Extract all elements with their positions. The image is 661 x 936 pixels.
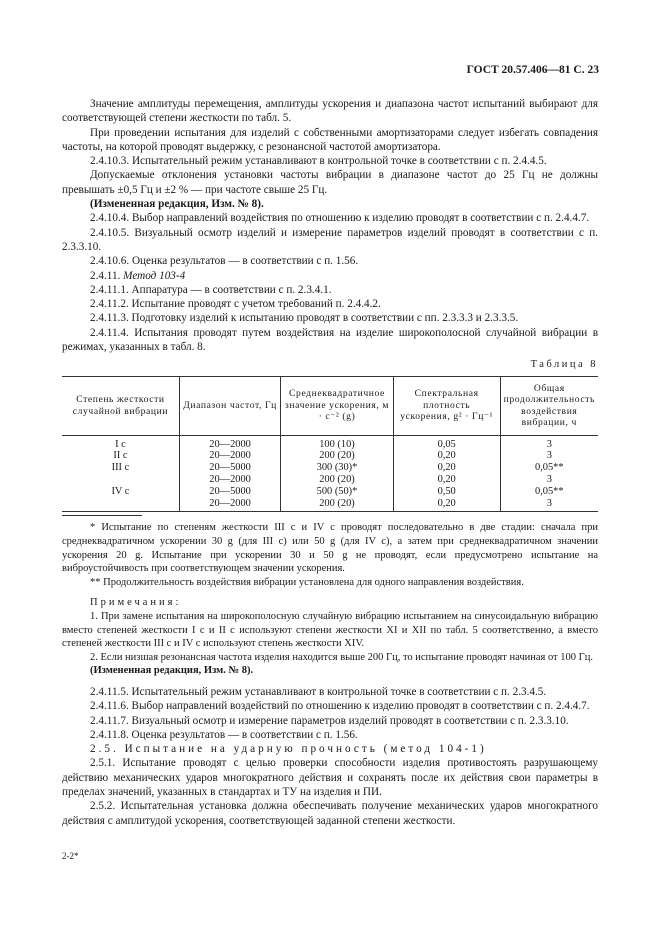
table-cell: 0,20 bbox=[393, 474, 500, 486]
paragraph: Допускаемые отклонения установки частоты вибрации в диапазоне частот до 25 Гц не должны превышать ±0,5 Гц и ±2 % — при частоте свыше 25 Гц. bbox=[62, 169, 598, 196]
paragraph: 2.4.10.3. Испытательный режим устанавливают в контрольной точке в соответствии с п. 2.4.4.5. bbox=[90, 155, 547, 168]
paragraph: 2.4.11.3. Подготовку изделий к испытанию проводят в соответствии с пп. 2.3.3.3 и 2.3.3.5. bbox=[90, 312, 519, 325]
table-cell: 20—2000 bbox=[179, 474, 280, 486]
table-header-cell: Среднеквадратичное значение ускорения, м · с⁻² (g) bbox=[281, 376, 393, 435]
table-cell: 500 (50)* bbox=[281, 486, 393, 498]
method-number: 2.4.11. bbox=[90, 269, 121, 282]
table-cell: I с bbox=[115, 438, 126, 450]
table-row bbox=[62, 486, 598, 498]
table-cell: 20—5000 bbox=[179, 486, 280, 498]
vibration-table bbox=[62, 376, 598, 513]
table-header-cell: Степень жесткости случайной вибрации bbox=[62, 376, 179, 435]
table-cell: 0,20 bbox=[393, 450, 500, 462]
table-header-row bbox=[62, 376, 598, 435]
table-cell: 20—5000 bbox=[179, 462, 280, 474]
table-cell: 0,20 bbox=[393, 498, 500, 512]
table-row bbox=[62, 474, 598, 486]
page-footer-mark: 2-2* bbox=[62, 851, 79, 861]
table-row bbox=[62, 450, 598, 462]
paragraph: 2.4.10.5. Визуальный осмотр изделий и измерение параметров изделий проводят в соответствии с п. 2.3.3.10. bbox=[62, 226, 598, 253]
table-cell: 20—2000 bbox=[179, 435, 280, 450]
paragraph: 2.4.11.8. Оценка результатов — в соответствии с п. 1.56. bbox=[90, 728, 358, 741]
table-header-cell: Спектральная плотность ускорения, g² · Гц⁻¹ bbox=[393, 376, 500, 435]
table-cell: 0,05 bbox=[393, 435, 500, 450]
table-cell: 3 bbox=[500, 450, 598, 462]
table-cell: 0,05** bbox=[500, 462, 598, 474]
table-cell: 20—2000 bbox=[179, 450, 280, 462]
table-header-cell: Диапазон частот, Гц bbox=[179, 376, 280, 435]
document-body bbox=[62, 97, 598, 828]
table-header-cell: Общая продолжительность воздействия вибрации, ч bbox=[500, 376, 598, 435]
amendment-text: (Измененная редакция, Изм. № 8). bbox=[90, 665, 254, 677]
table-cell: 200 (20) bbox=[281, 498, 393, 512]
note: 2. Если низшая резонансная частота изделия находится выше 200 Гц, то испытание проводят начиная от 100 Гц. bbox=[90, 651, 593, 663]
table-cell: IV с bbox=[111, 485, 130, 497]
table-caption: Таблица 8 bbox=[530, 359, 598, 371]
paragraph: 2.4.11.2. Испытание проводят с учетом требований п. 2.4.4.2. bbox=[90, 298, 381, 311]
table-cell: II с bbox=[113, 450, 128, 462]
table-cell: 200 (20) bbox=[281, 450, 393, 462]
table-cell bbox=[62, 474, 179, 486]
table-cell: 0,05** bbox=[500, 486, 598, 498]
table-cell: 3 bbox=[500, 474, 598, 486]
notes-title: Примечания: bbox=[90, 597, 182, 609]
amendment-note bbox=[62, 664, 598, 678]
table-cell: 0,20 bbox=[393, 462, 500, 474]
table-cell: 0,50 bbox=[393, 486, 500, 498]
table-cell: 20—2000 bbox=[179, 498, 280, 512]
table-cell: 300 (30)* bbox=[281, 462, 393, 474]
footnote: ** Продолжительность воздействия вибрации установлена для одного направления воздействия. bbox=[90, 576, 524, 588]
amendment-text: (Измененная редакция, Изм. № 8). bbox=[90, 198, 264, 211]
table-row bbox=[62, 498, 598, 512]
footnote: * Испытание по степеням жесткости III с и IV с проводят последовательно в две стадии: сначала при среднеквадратичном ускорении 30 g (для III с) или 50 g (для IV с), а затем при среднеквадратичном значении ускорения 20 g. Испытание при ускорении 30 и 50 g не проводят, если предусмотрено испытание на виброустойчивость при соответствующем значении ускорения. bbox=[62, 522, 598, 575]
table-row bbox=[62, 435, 598, 450]
table-cell: 3 bbox=[500, 498, 598, 512]
table-cell bbox=[62, 498, 179, 512]
paragraph: Значение амплитуды перемещения, амплитуды ускорения и диапазона частот испытаний выбирают для соответствующей степени жесткости по табл. 5. bbox=[62, 98, 598, 125]
method-heading bbox=[62, 269, 598, 283]
amendment-note bbox=[62, 197, 598, 211]
section-heading: 2.5. Испытание на ударную прочность (метод 104-1) bbox=[90, 743, 487, 756]
note: 1. При замене испытания на широкополосную случайную вибрацию испытанием на синусоидальную вибрацию вместо степеней жесткости I с и II с используют степени жесткости XI и XII по табл. 5 соответственно, а вместо степеней жесткости III с и IV с используют степень жесткости XIV. bbox=[62, 610, 598, 650]
paragraph: 2.5.1. Испытание проводят с целью проверки способности изделия противостоять разрушающему действию механических ударов многократного действия и сохранять после их действия свои параметры в пределах значений, указанных в стандартах и ТУ на изделия и ПИ. bbox=[62, 757, 598, 799]
paragraph: 2.4.10.4. Выбор направлений воздействия по отношению к изделию проводят в соответствии с п. 2.4.4.7. bbox=[90, 212, 590, 225]
paragraph: 2.5.2. Испытательная установка должна обеспечивать получение механических ударов многократного действия с амплитудой ускорения, соответствующей заданной степени жесткости. bbox=[62, 800, 598, 827]
table-row bbox=[62, 462, 598, 474]
paragraph: 2.4.11.5. Испытательный режим устанавливают в контрольной точке в соответствии с п. 2.3.4.5. bbox=[90, 685, 547, 698]
paragraph: 2.4.11.4. Испытания проводят путем воздействия на изделие широкополосной случайной вибрации в режимах, указанных в табл. 8. bbox=[62, 326, 598, 354]
page-header: ГОСТ 20.57.406—81 С. 23 bbox=[466, 64, 599, 76]
footnote-divider bbox=[62, 515, 142, 516]
paragraph: 2.4.11.1. Аппаратура — в соответствии с п. 2.3.4.1. bbox=[90, 283, 332, 296]
table-cell: 200 (20) bbox=[281, 474, 393, 486]
paragraph: 2.4.11.6. Выбор направлений воздействий по отношению к изделию проводят в соответствии с п. 2.4.4.7. bbox=[90, 700, 590, 713]
table-cell: 100 (10) bbox=[281, 435, 393, 450]
method-name: Метод 103-4 bbox=[123, 269, 186, 282]
paragraph: 2.4.10.6. Оценка результатов — в соответствии с п. 1.56. bbox=[90, 255, 359, 268]
paragraph: При проведении испытания для изделий с собственными амортизаторами следует избегать совпадения частоты, на которой проводят выдержку, с резонансной частотой амортизатора. bbox=[62, 126, 598, 153]
table-cell: 3 bbox=[500, 435, 598, 450]
paragraph: 2.4.11.7. Визуальный осмотр и измерение параметров изделий проводят в соответствии с п. 2.3.3.10. bbox=[90, 714, 569, 727]
table-cell: III с bbox=[111, 462, 130, 474]
